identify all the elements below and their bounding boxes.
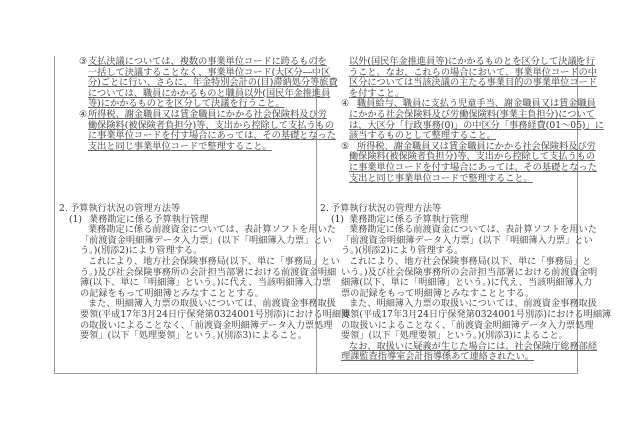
line-text: 要領(平成17年3月24日庁保発第0324001号別添)における明細簿	[341, 308, 612, 320]
line-text: また、明細簿入力票の取扱いについては、前渡資金事務取扱	[349, 298, 597, 310]
line-text: これにより、地方社会保険事務局(以下、単に「事務局」とい	[88, 255, 340, 267]
line-text: 票の記録をもって明細簿とみなすこととする。	[341, 287, 534, 299]
line-text: 所得税、謝金職員又は賃金職員にかかる社会保険料及び労	[357, 140, 596, 152]
line-text: 等)にかかるものとを区分して決議を行うこと。	[88, 98, 285, 110]
line-text: 職員給与、職員に支払う児童手当、謝金職員又は賃金職員	[357, 98, 596, 110]
list-item-line	[316, 174, 577, 185]
line-text: う。)及び社会保険事務所の会計担当部署における前渡資金明細	[80, 266, 337, 278]
item-number: 2.	[59, 203, 68, 214]
line-text: 業務勘定に係る前渡資金については、表計算ソフトを用いた	[349, 224, 597, 236]
line-text: 該当するものとして整理すること。	[349, 130, 496, 142]
line-text: 業務勘定に係る予算執行管理	[89, 213, 209, 225]
comparison-table	[54, 56, 612, 374]
item-number: 2.	[320, 203, 329, 214]
line-text: 「前渡資金明細簿データ入力票」(以下「明細簿入力票」とい	[80, 234, 332, 246]
item-number: ④	[79, 108, 88, 120]
list-item-line	[55, 142, 316, 153]
line-text: を付すこと。	[349, 87, 405, 99]
line-text: に事業単位コードを付す場合にあっては、その基礎となった	[88, 130, 336, 142]
item-number: ④	[341, 98, 350, 110]
line-text: なお、取扱いに疑義が生じた場合には、社会保険庁総務部経	[349, 340, 598, 352]
line-text: 支払決議については、複数の事業単位コードに跨るものを	[88, 56, 327, 67]
line-text: 所得税、謝金職員又は賃金職員にかかる社会保険料及び労	[88, 108, 327, 120]
line-text: 支出と同じ事業単位コードで整理すること。	[349, 172, 533, 184]
line-text: については、職員にかかるものと職員以外(国民年金推進員	[88, 87, 331, 99]
line-text: 分)ごとに行い、さらに、年金特別会計の(目)滞納処分等旅費	[88, 77, 338, 89]
line-text: 要領(平成17年3月24日庁保発第0324001号別添)における明細簿	[80, 308, 351, 320]
line-text: 一括して決議することなく、事業単位コード(大区分―中区	[88, 66, 331, 78]
line-text: 細簿(以下、単に「明細簿」という。)に代え、当該明細簿入力	[341, 277, 593, 289]
line-text: の取扱いによることなく、「前渡資金明細簿データ入力票処理	[80, 319, 333, 331]
item-number: (1)	[331, 213, 345, 225]
line-text: に事業単位コードを付す場合にあっては、その基礎となった	[349, 161, 597, 173]
line-text: 簿(以下、単に「明細簿」という。)に代え、当該明細簿入力票	[80, 277, 332, 289]
line-text: にかかる社会保険料及び労働保険料(事業主負担分)について	[349, 108, 595, 120]
item-number: ③	[79, 56, 88, 67]
line-text: 理課監査指導室会計指導係あて連絡されたい。	[341, 351, 534, 363]
line-text: 予算執行状況の管理方法等	[331, 203, 442, 214]
left-column	[55, 56, 351, 373]
line-text: の記録をもって明細簿とみなすこととする。	[80, 287, 264, 299]
line-text: 要領」(以下「処理要領」という。)(別添3)によること。	[341, 330, 568, 342]
line-text: は、大区分「行政事務(0)」の中区分「事務経費(01～05)」に	[349, 119, 604, 131]
line-text: 区分については当該決議の主たる事業目的の事業単位コード	[349, 77, 597, 89]
line-text: 働保険料(被保険者負担分)等、支出から控除して支払うもの	[88, 119, 335, 131]
paragraph-line	[55, 331, 316, 342]
line-text: 働保険料(被保険者負担分)等、支出から控除して支払うもの	[349, 151, 596, 163]
paragraph-line	[316, 352, 577, 363]
line-text: 業務勘定に係る前渡資金については、表計算ソフトを用いた	[88, 224, 336, 236]
right-column	[316, 56, 612, 373]
line-text: 以外(国民年金推進員等)にかかるものとを区分して決議を行	[349, 56, 596, 67]
right-section-2	[316, 203, 612, 363]
line-text: 業務勘定に係る予算執行管理	[349, 213, 469, 225]
line-text: また、明細簿入力票の取扱いについては、前渡資金事務取扱	[88, 298, 336, 310]
item-number: ⑤	[341, 140, 350, 152]
line-text: う。)(別添2)により管理する。	[341, 245, 464, 257]
line-text: 予算執行状況の管理方法等	[70, 203, 181, 214]
line-text: うこと。なお、これらの場合において、事業単位コードの中	[349, 66, 597, 78]
right-top-items	[316, 56, 604, 184]
left-section-2	[55, 203, 351, 342]
left-top-items	[55, 56, 338, 152]
line-text: の取扱いによることなく、「前渡資金明細簿データ入力票処理	[341, 319, 594, 331]
line-text: 要領」(以下「処理要領」という。)(別添3)によること。	[80, 330, 307, 342]
line-text: これにより、地方社会保険事務局(以下、単に「事務局」と	[349, 255, 592, 267]
item-number: (1)	[69, 213, 83, 225]
line-text: 「前渡資金明細簿データ入力票」(以下「明細簿入力票」とい	[341, 234, 593, 246]
line-text: う。)(別添2)により管理する。	[80, 245, 203, 257]
line-text: いう。)及び社会保険事務所の会計担当部署における前渡資金明	[341, 266, 598, 278]
line-text: 支出と同じ事業単位コードで整理すること。	[88, 140, 272, 152]
